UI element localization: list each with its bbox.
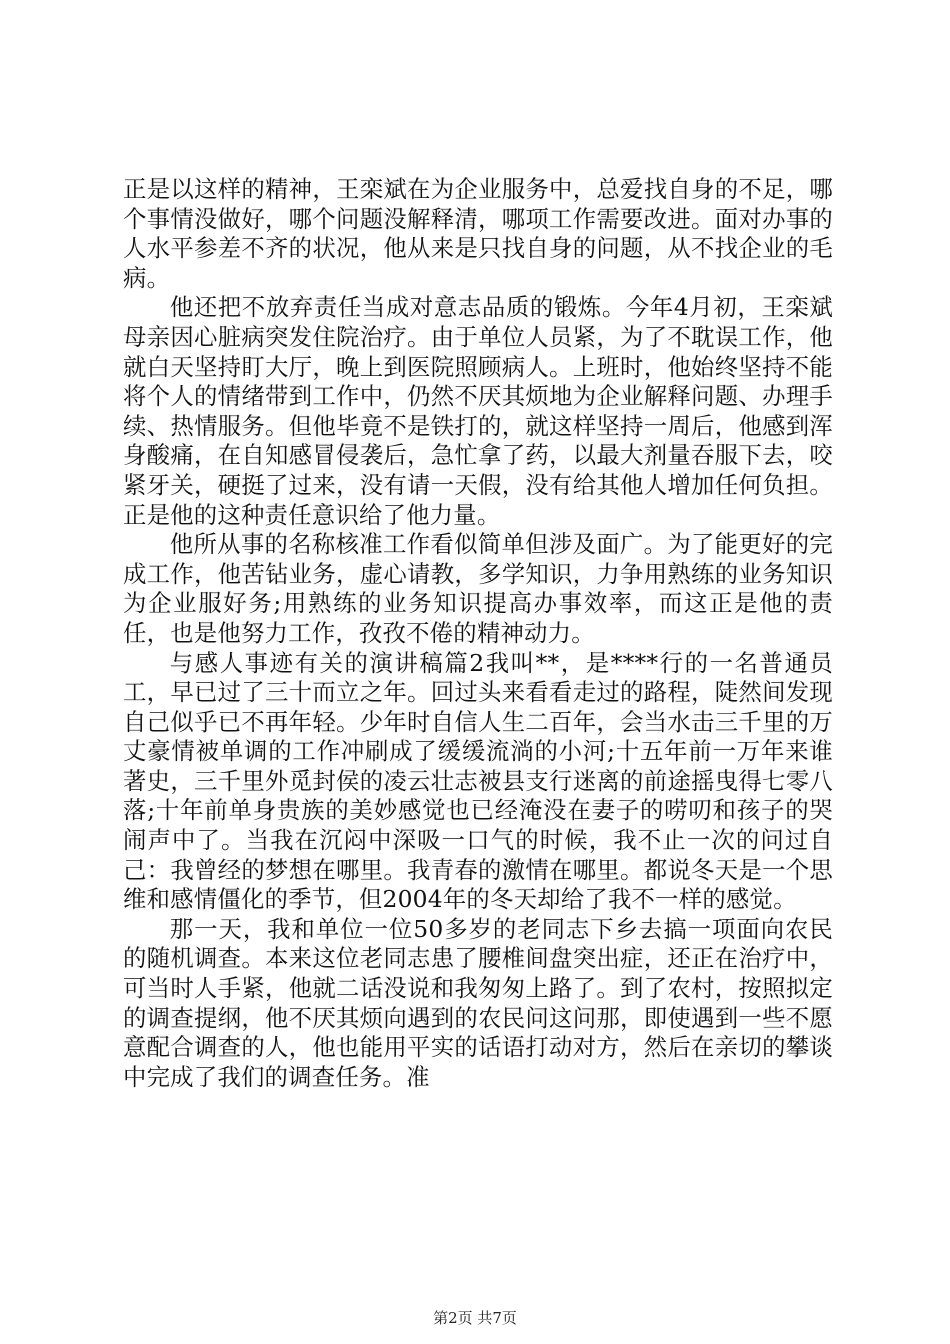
- paragraph-5: 那一天，我和单位一位50多岁的老同志下乡去搞一项面向农民的随机调查。本来这位老同志患了腰椎间盘突出症，还正在治疗中，可当时人手紧，他就二话没说和我匆匆上路了。到了农村，按照拟定的调查提纲，他不厌其烦向遇到的农民问这问那，即使遇到一些不愿意配合调查的人，他也能用平实的话语打动对方，然后在亲切的攀谈中完成了我们的调查任务。准: [123, 914, 833, 1091]
- paragraph-2: 他还把不放弃责任当成对意志品质的锻炼。今年4月初，王栾斌母亲因心脏病突发住院治疗。由于单位人员紧，为了不耽误工作，他就白天坚持盯大厅，晚上到医院照顾病人。上班时，他始终坚持不能将个人的情绪带到工作中，仍然不厌其烦地为企业解释问题、办理手续、热情服务。但他毕竟不是铁打的，就这样坚持一周后，他感到浑身酸痛，在自知感冒侵袭后，急忙拿了药，以最大剂量吞服下去，咬紧牙关，硬挺了过来，没有请一天假，没有给其他人增加任何负担。正是他的这种责任意识给了他力量。: [123, 293, 833, 529]
- document-body: [123, 175, 833, 1092]
- paragraph-1: 正是以这样的精神，王栾斌在为企业服务中，总爱找自身的不足，哪个事情没做好，哪个问题没解释清，哪项工作需要改进。面对办事的人水平参差不齐的状况，他从来是只找自身的问题，从不找企业的毛病。: [123, 175, 833, 292]
- page-footer: 第2页 共7页: [433, 1309, 517, 1327]
- paragraph-3: 他所从事的名称核准工作看似简单但涉及面广。为了能更好的完成工作，他苦钻业务，虚心请教，多学知识，力争用熟练的业务知识为企业服好务;用熟练的业务知识提高办事效率，而这正是他的责任，也是他努力工作，孜孜不倦的精神动力。: [123, 530, 833, 647]
- paragraph-4: 与感人事迹有关的演讲稿篇2我叫**，是****行的一名普通员工，早已过了三十而立之年。回过头来看看走过的路程，陡然间发现自己似乎已不再年轻。少年时自信人生二百年，会当水击三千里的万丈豪情被单调的工作冲刷成了缓缓流淌的小河;十五年前一万年来谁著史，三千里外觅封侯的凌云壮志被县支行迷离的前途摇曳得七零八落;十年前单身贵族的美妙感觉也已经淹没在妻子的唠叨和孩子的哭闹声中了。当我在沉闷中深吸一口气的时候，我不止一次的问过自己：我曾经的梦想在哪里。我青春的激情在哪里。都说冬天是一个思维和感情僵化的季节，但2004年的冬天却给了我不一样的感觉。: [123, 648, 833, 914]
